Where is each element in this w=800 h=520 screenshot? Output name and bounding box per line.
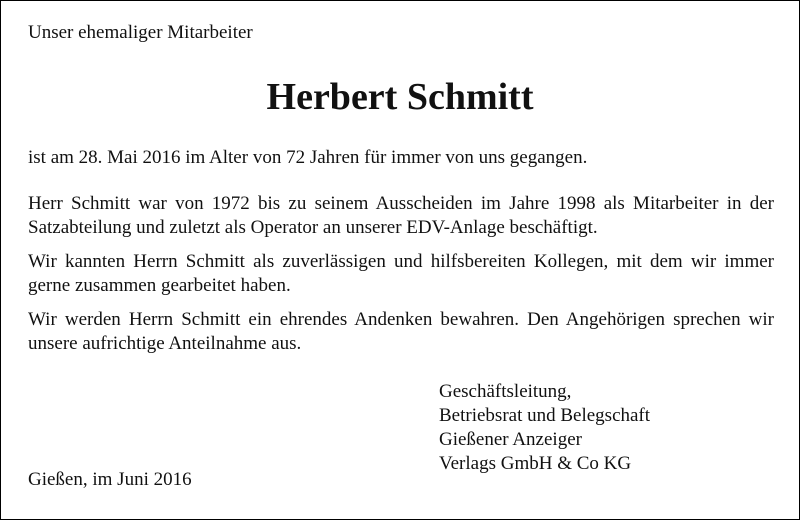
place-date: Gießen, im Juni 2016 xyxy=(28,469,192,490)
employment-paragraph: Herr Schmitt war von 1972 bis zu seinem Ausscheiden im Jahre 1998 als Mitarbeiter in der Satzabteilung und zuletzt als Operator an unserer EDV-Anlage beschäftigt. xyxy=(28,193,774,238)
intro-line: Unser ehemaliger Mitarbeiter xyxy=(28,22,253,43)
deceased-name: Herbert Schmitt xyxy=(266,76,534,118)
signer-line: Gießener Anzeiger xyxy=(439,429,582,450)
condolence-paragraph: Wir werden Herrn Schmitt ein ehrendes Andenken bewahren. Den Angehörigen sprechen wir unsere aufrichtige Anteilnahme aus. xyxy=(28,309,774,354)
signer-line: Verlags GmbH & Co KG xyxy=(439,453,632,474)
signer-line: Betriebsrat und Belegschaft xyxy=(439,405,651,426)
signer-line: Geschäftsleitung, xyxy=(439,381,572,402)
death-announcement-paragraph: ist am 28. Mai 2016 im Alter von 72 Jahren für immer von uns gegangen. xyxy=(28,147,588,168)
signers-block xyxy=(439,380,650,476)
colleague-paragraph: Wir kannten Herrn Schmitt als zuverlässigen und hilfsbereiten Kollegen, mit dem wir immer gerne zusammen gearbeitet haben. xyxy=(28,251,774,296)
